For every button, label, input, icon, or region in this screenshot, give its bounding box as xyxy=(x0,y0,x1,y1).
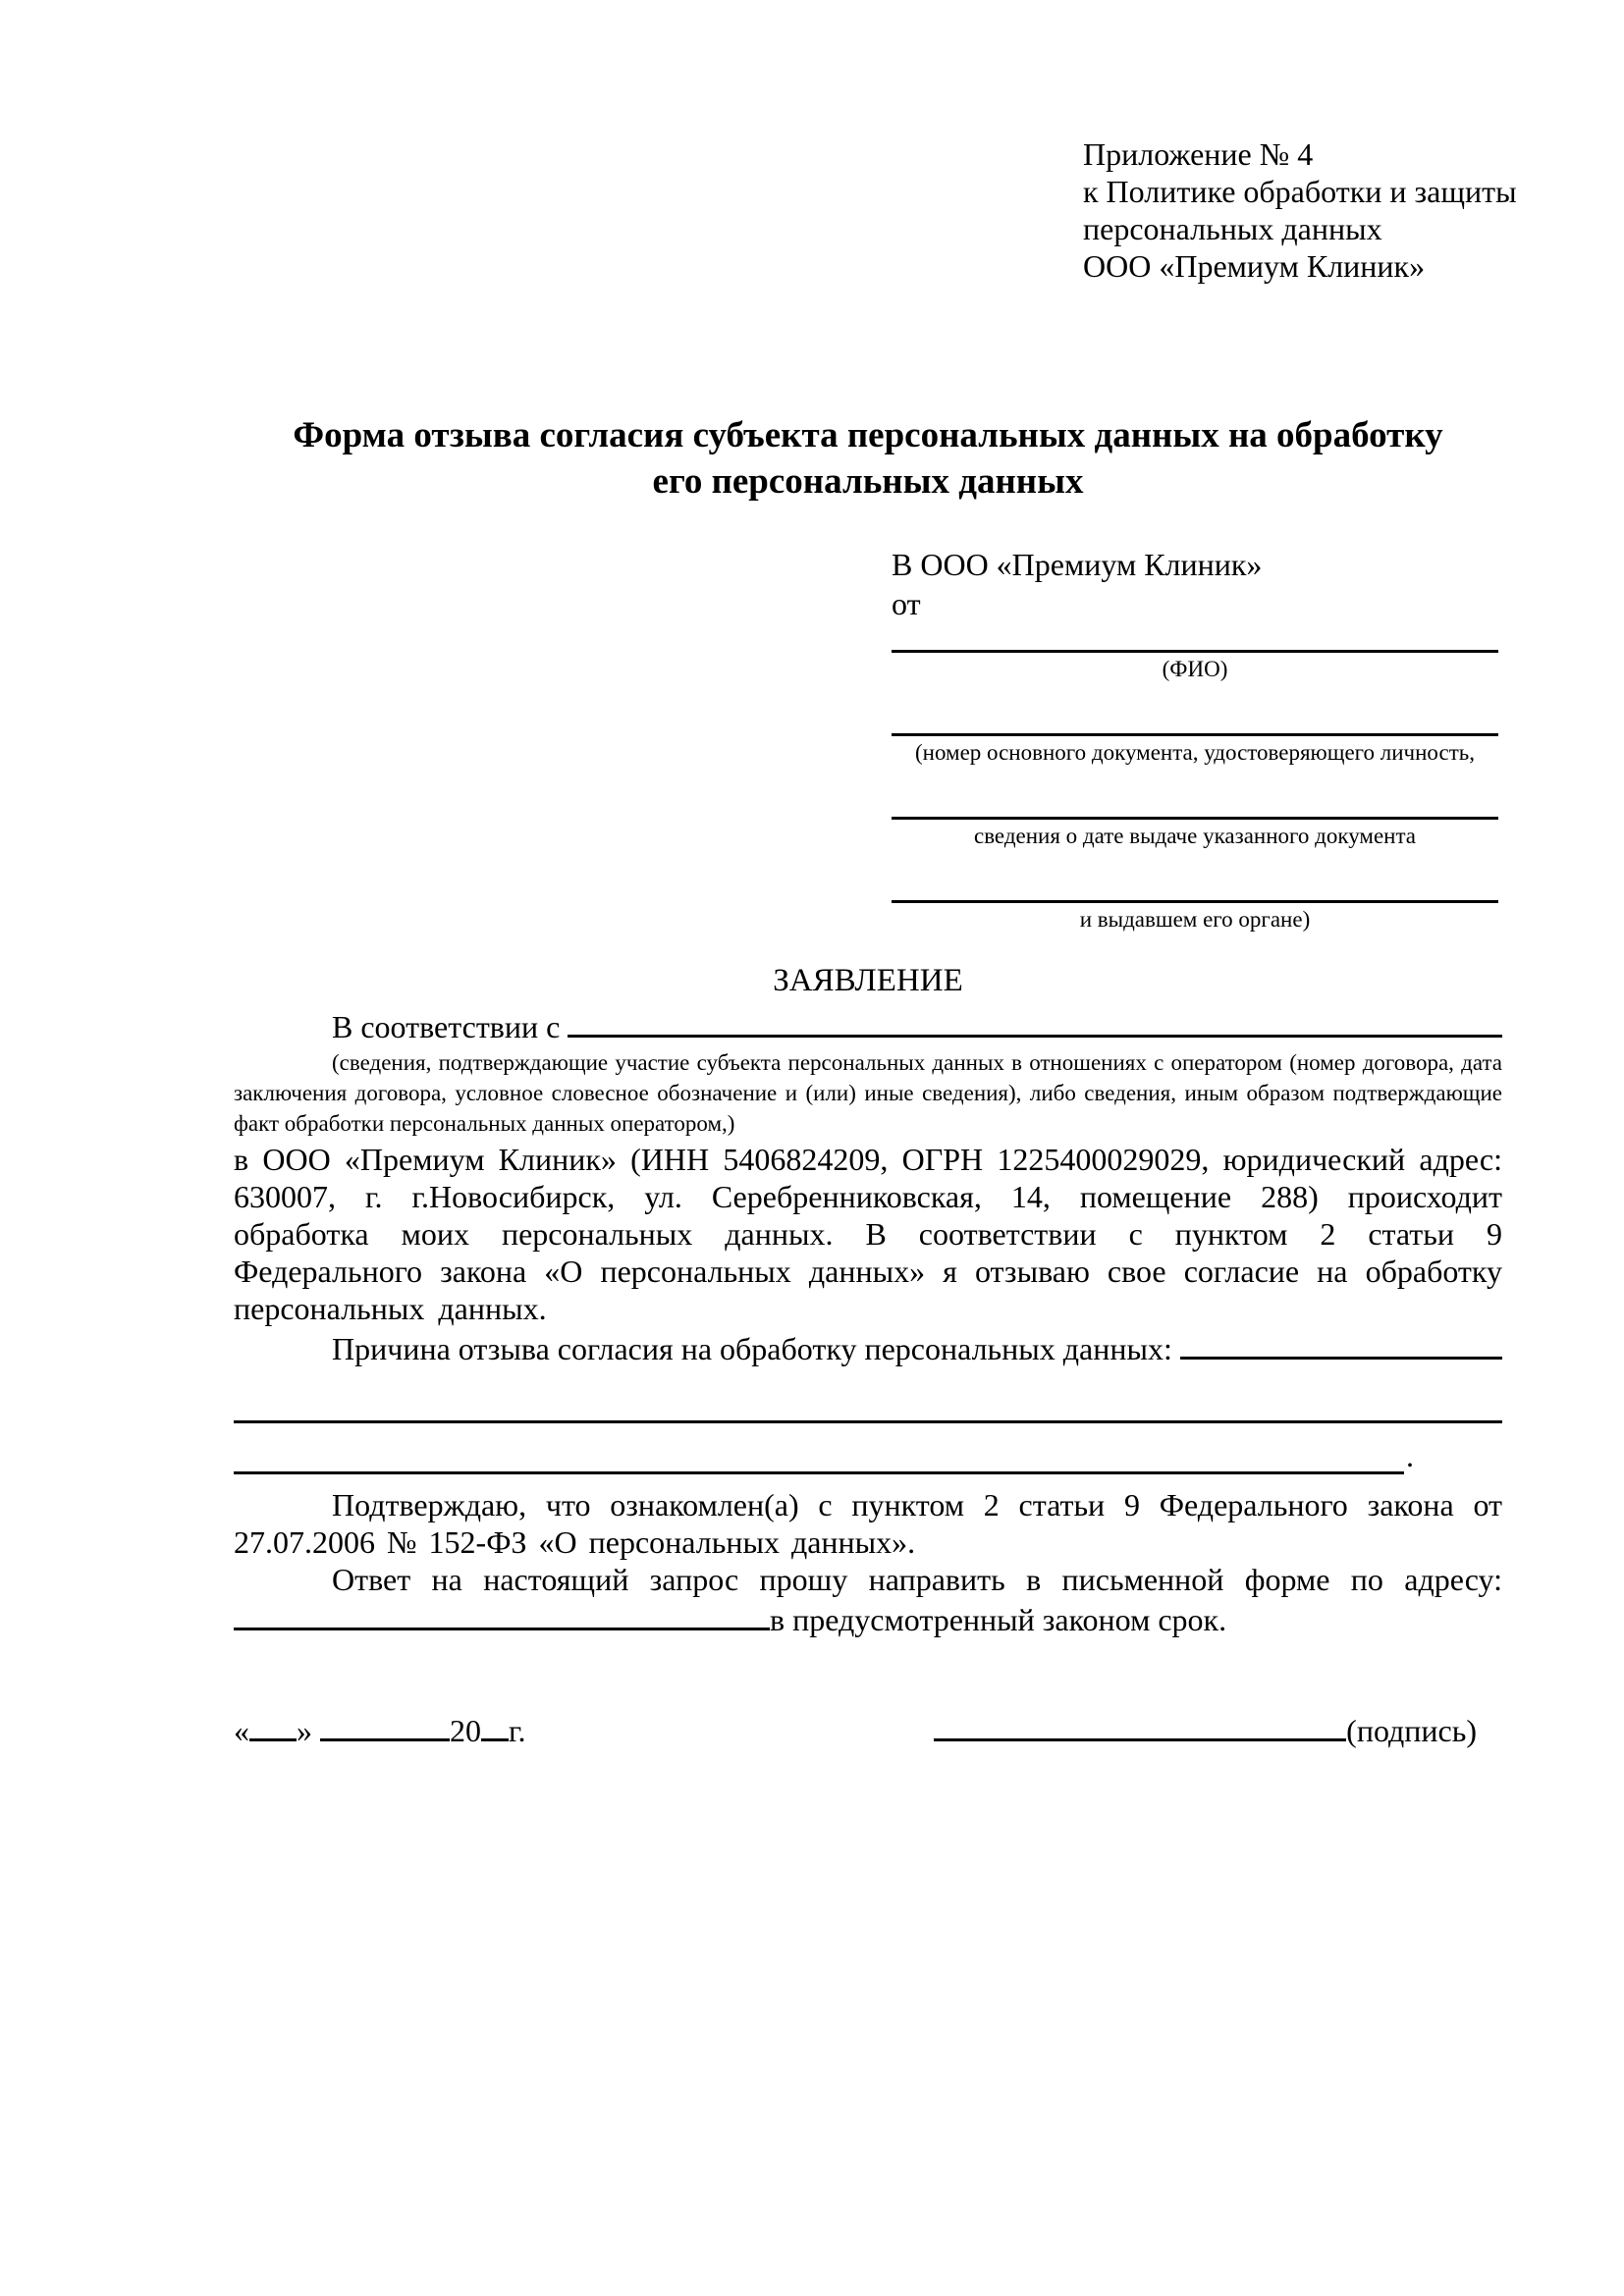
document-number-field xyxy=(892,712,1498,768)
reason-blank-line-2[interactable] xyxy=(234,1420,1404,1474)
appendix-note-line: ООО «Премиум Клиник» xyxy=(1083,248,1426,284)
date-year-input-line[interactable] xyxy=(481,1709,509,1741)
date-day-input-line[interactable] xyxy=(249,1709,297,1741)
addressee-from-label: от xyxy=(892,586,921,621)
accordance-footnote: (сведения, подтверждающие участие субъекта персональных данных в отношениях с оператором (номер договора, дата заключения договора, условное словесное обозначение и (или) иные сведения), либо сведения, иным образом подтверждающие факт обработки персональных данных оператором,) xyxy=(234,1050,1502,1136)
reason-input-line[interactable] xyxy=(1180,1327,1502,1360)
date-close-quote: » xyxy=(297,1713,312,1748)
appendix-note xyxy=(1083,135,1517,285)
signature-input-line[interactable] xyxy=(934,1709,1346,1741)
footer-row xyxy=(234,1709,1502,1749)
appendix-note-line: Приложение № 4 xyxy=(1083,136,1314,172)
reply-address-input-line[interactable] xyxy=(234,1598,770,1630)
document-number-input-line[interactable] xyxy=(892,712,1498,736)
addressee-block xyxy=(892,546,1498,934)
reply-address-line xyxy=(234,1598,1502,1638)
page-title-line-1: Форма отзыва согласия субъекта персональных данных на обработку xyxy=(293,415,1443,455)
document-number-field-caption: (номер основного документа, удостоверяющего личность, xyxy=(914,740,1475,765)
date-year-prefix: 20 xyxy=(450,1713,481,1748)
confirmation-paragraph: Подтверждаю, что ознакомлен(а) с пунктом 2 статьи 9 Федерального закона от 27.07.2006 № 152-ФЗ «О персональных данных». xyxy=(234,1487,1502,1560)
reason-label: Причина отзыва согласия на обработку персональных данных: xyxy=(332,1331,1172,1366)
statement-heading: ЗАЯВЛЕНИЕ xyxy=(773,963,963,998)
signature-caption: (подпись) xyxy=(1346,1713,1477,1748)
appendix-note-line: к Политике обработки и защиты xyxy=(1083,174,1517,209)
addressee-to: В ООО «Премиум Клиник» xyxy=(892,547,1263,582)
page-title xyxy=(234,412,1502,505)
date-year-suffix: г. xyxy=(509,1713,526,1748)
issue-date-input-line[interactable] xyxy=(892,795,1498,820)
page-title-line-2: его персональных данных xyxy=(652,461,1084,502)
issue-date-field xyxy=(892,795,1498,851)
accordance-line xyxy=(234,1005,1502,1045)
reply-prefix: Ответ на настоящий запрос прошу направить в письменной форме по адресу: xyxy=(332,1562,1502,1597)
accordance-prefix: В соответствии с xyxy=(332,1009,561,1044)
reason-line xyxy=(234,1327,1502,1367)
fio-field xyxy=(892,628,1498,684)
date-month-input-line[interactable] xyxy=(320,1709,450,1741)
issuing-authority-input-line[interactable] xyxy=(892,879,1498,903)
reason-blank-line-2-row xyxy=(234,1423,1502,1474)
fio-field-caption: (ФИО) xyxy=(1162,657,1228,681)
appendix-note-line: персональных данных xyxy=(1083,211,1382,246)
signature-group xyxy=(934,1709,1477,1749)
issuing-authority-field xyxy=(892,879,1498,934)
reason-blank-line-1[interactable] xyxy=(234,1367,1502,1423)
date-group xyxy=(234,1709,526,1749)
accordance-input-line[interactable] xyxy=(568,1005,1502,1038)
fio-input-line[interactable] xyxy=(892,628,1498,653)
issuing-authority-field-caption: и выдавшем его органе) xyxy=(1079,907,1311,932)
reason-terminator: . xyxy=(1406,1438,1414,1473)
date-open-quote: « xyxy=(234,1713,249,1748)
issue-date-field-caption: сведения о дате выдаче указанного документа xyxy=(973,824,1417,848)
reply-suffix: в предусмотренный законом срок. xyxy=(770,1602,1227,1637)
statement-body: в ООО «Премиум Клиник» (ИНН 5406824209, ОГРН 1225400029029, юридический адрес: 630007, г. г.Новосибирск, ул. Серебренниковская, 14, помещение 288) происходит обработка моих персональных данных. В соответствии с пунктом 2 статьи 9 Федерального закона «О персональных данных» я отзываю свое согласие на обработку персональных данных. xyxy=(234,1142,1502,1326)
